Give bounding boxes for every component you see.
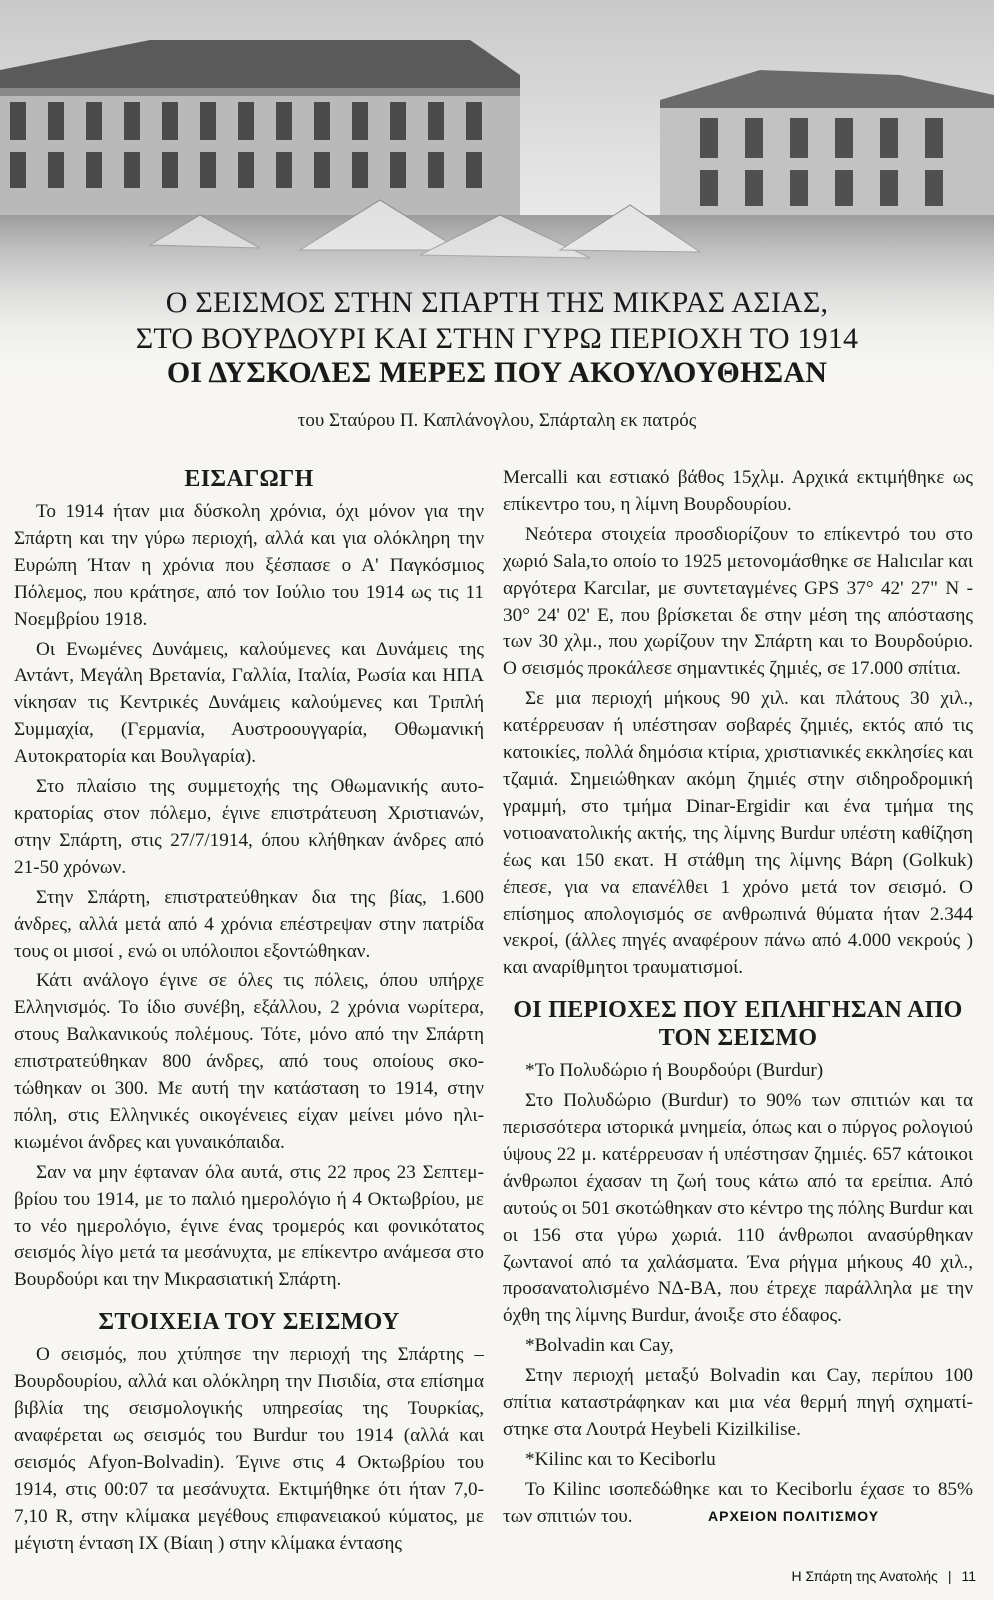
subheading-bolvadin: *Bolvadin και Cay,	[525, 1335, 674, 1357]
page-footer	[792, 1568, 976, 1584]
paragraph: Στο πλαίσιο της συμμετοχής της Οθωμανικής αυτοκρατορίας στον πόλεμο, έγινε επιστράτευση Χριστιανών, στην Σπάρτη, στις 27/7/1914, όπου κλήθηκαν άνδρες από 21-50 χρόνων.	[14, 776, 484, 878]
paragraph: Ο σεισμός, που χτύπησε την περιοχή της Σπάρτης – Βουρδουρίου, αλλά και ολόκληρη την Πισιδία, στα επίσημα βιβλία της σεισμολογικής υπηρεσίας της Τουρκίας, αναφέρεται ως σεισμός του Burdur του 1914 (αλλά και σεισμός Afyon-Bolvadin). Έγινε στις 4 Οκτωβρίου του 1914, στις 00:07 τα μεσάνυχτα. Εκτιμήθηκε ότι ήταν 7,0-7,10 R, στην κλίμακα μεγέθους επιφανειακού κύματος, με μέγιστη ένταση IX (Βίαιη ) στην κλίμακα έντασης	[14, 1344, 484, 1554]
subheading-kilinc: *Kilinc και το Keciborlu	[525, 1448, 716, 1470]
paragraph: Mercalli και εστιακό βάθος 15χλμ. Αρχικά εκτιμήθηκε ως επίκεντρο του, η λίμνη Βουρδουρίου.	[503, 467, 973, 515]
paragraph: Κάτι ανάλογο έγινε σε όλες τις πόλεις, όπου υπήρχε Ελληνισμός. Το ίδιο συνέβη, εξάλλου, 2 χρόνια νωρίτερα, στους Βαλκανικούς πολέμους. Τότε, μόνο από την Σπάρτη επιστρατεύθηκαν 800 άνδρες, από τους οποίους σκοτώθηκαν οι 300. Με αυτή την κατάσταση το 1914, στην πόλη, στις Ελληνικές οικογένειες είχαν μείνει μόνο ηλικιωμένοι άνδρες και γυναικόπαιδα.	[14, 970, 484, 1153]
section-heading-earthquake-data: ΣΤΟΙΧΕΙΑ ΤΟΥ ΣΕΙΣΜΟΥ	[98, 1309, 400, 1336]
section-heading-intro: ΕΙΣΑΓΩΓΗ	[184, 466, 314, 492]
paragraph: Σαν να μην έφταναν όλα αυτά, στις 22 προς 23 Σεπτεμβρίου του 1914, με το παλιό ημερολόγιο ή 4 Οκτωβρίου, με το νέο ημερολόγιο, έγινε ένας τρομερός και φονικότατος σεισμός λίγο μετά τα μεσάνυχτα, με επίκεντρο ανάμεσα στο Βουρδούρι και την Μικρασιατική Σπάρτη.	[14, 1161, 484, 1291]
section-heading-affected-areas	[503, 996, 973, 1052]
right-column	[503, 465, 973, 1534]
archive-label: ΑΡΧΕΙΟΝ ΠΟΛΙΤΙΣΜΟΥ	[708, 1508, 880, 1524]
article-title-line2: ΣΤΟ ΒΟΥΡΔΟΥΡΙ ΚΑΙ ΣΤΗΝ ΓΥΡΩ ΠΕΡΙΟΧΗ ΤΟ 1914	[135, 322, 859, 355]
article-subtitle: ΟΙ ΔΥΣΚΟΛΕΣ ΜΕΡΕΣ ΠΟΥ ΑΚΟΥΛΟΥΘΗΣΑΝ	[166, 356, 828, 389]
paragraph: Στην περιοχή μεταξύ Bolvadin και Cay, περίπου 100 σπίτια καταστράφηκαν και μια νέα θερμή πηγή σχηματίστηκε στα Λουτρά Heybeli Kizilkilise.	[503, 1365, 973, 1440]
paragraph: Νεότερα στοιχεία προσδιορίζουν το επίκεντρό του στο χωριό Sala,το οποίο το 1925 μετονομάσθηκε σε Halıcılar και αργότερα Karcılar, με συντεταγμένες GPS 37° 42' 27" N - 30° 24' 02' E, που βρίσκεται δε στην μέση της απόστασης των 30 χλμ., που χωρίζουν την Σπάρτη και το Βουρδούριο. Ο σεισμός προκάλεσε σημαντικές ζημιές, σε 17.000 σπίτια.	[503, 523, 973, 680]
heading-line1: ΟΙ ΠΕΡΙΟΧΕΣ ΠΟΥ ΕΠΛΗΓΗΣΑΝ ΑΠΟ	[513, 997, 963, 1024]
magazine-name: Η Σπάρτη της Ανατολής	[791, 1568, 938, 1584]
left-column	[14, 465, 484, 1561]
paragraph: Το 1914 ήταν μια δύσκολη χρόνια, όχι μόνον για την Σπάρτη και την γύρω περιοχή, αλλά και για ολόκληρη την Ευρώπη Ήταν η χρόνια που ξέσπασε ο Α' Παγκόσμιος Πόλεμος, που κράτησε, από τον Ιούλιο του 1914 ως τις 11 Νοεμβρίου 1918.	[14, 501, 484, 630]
article-title-line1: Ο ΣΕΙΣΜΟΣ ΣΤΗΝ ΣΠΑΡΤΗ ΤΗΣ ΜΙΚΡΑΣ ΑΣΙΑΣ,	[165, 286, 829, 319]
paragraph: Στο Πολυδώριο (Burdur) το 90% των σπιτιών και τα περισσότερα ιστορικά μνημεία, όπως και ο πύργος ρολογιού ύψους 22 μ. κατέρρευσαν ή υπέστησαν ζημιές. 657 κάτοικοι άνθρωποι έχασαν τη ζωή τους κάτω από τα ερείπια. Από αυτούς οι 501 σκοτώθηκαν στο κέντρο της πόλης Burdur και οι 156 στα γύρω χωριά. 110 άνθρωποι ανασύρθηκαν ζωντανοί από τα χαλάσματα. Ένα ρήγμα μήκους 40 χιλ., προσανατολισμένο ΝΔ-ΒΑ, που έτρεχε παράλληλα με την όχθη της λίμνης Burdur, άνοιξε στο έδαφος.	[503, 1090, 973, 1327]
paragraph: Το Kilinc ισοπεδώθηκε και το Keciborlu έχασε το 85% των σπιτιών του.	[503, 1478, 973, 1527]
page-number: 11	[961, 1568, 976, 1584]
footer-separator: |	[947, 1568, 952, 1584]
paragraph: Οι Ενωμένες Δυνάμεις, καλούμενες και Δυνάμεις της Αντάντ, Μεγάλη Βρετανία, Γαλλία, Ιταλία, Ρωσία και ΗΠΑ νίκησαν τις Κεντρικές Δυνάμεις καλούμενες και Τριπλή Συμμαχία, (Γερμανία, Αυστροουγγαρία, Οθωμανική Αυτοκρατορία και Βουλγαρία).	[14, 638, 484, 768]
paragraph: Σε μια περιοχή μήκους 90 χιλ. και πλάτους 30 χιλ., κατέρρευσαν ή υπέστησαν σοβαρές ζημιές, εκτός από τις κατοικίες, πολλά δημόσια κτίρια, χριστιανικές εκκλησίες και τζαμιά. Σημειώθηκαν ακόμη ζημιές στην σιδηροδρομική γραμμή, στο τμήμα Dinar-Ergidir και ένα τμήμα της νοτιοανατολικής ακτής, της λίμνης Burdur υπέστη καθίζηση έως και 150 εκατ. Η στάθμη της λίμνης Βάρη (Golkuk) έπεσε, για να επανέλθει 1 χρόνο μετά τον σεισμό. Ο επίσημος απολογισμός σε ανθρωπινά θύματα ήταν 2.344 νεκροί, (άλλες πηγές αναφέρουν πάνω από 4.000 νεκρούς ) και αναρίθμητοι τραυματισμοί.	[503, 688, 973, 979]
byline: του Σταύρου Π. Καπλάνογλου, Σπάρταλη εκ πατρός	[297, 410, 697, 431]
paragraph: Στην Σπάρτη, επιστρατεύθηκαν δια της βίας, 1.600 άνδρες, αλλά μετά από 4 χρόνια επέστρεψαν στην πατρίδα τους οι μισοί , ενώ οι υπόλοιποι εξοντώθηκαν.	[14, 886, 484, 962]
heading-line2: ΤΟΝ ΣΕΙΣΜΟ	[658, 1025, 818, 1052]
subheading-burdur: *Το Πολυδώριο ή Βουρδούρι (Burdur)	[525, 1060, 824, 1082]
